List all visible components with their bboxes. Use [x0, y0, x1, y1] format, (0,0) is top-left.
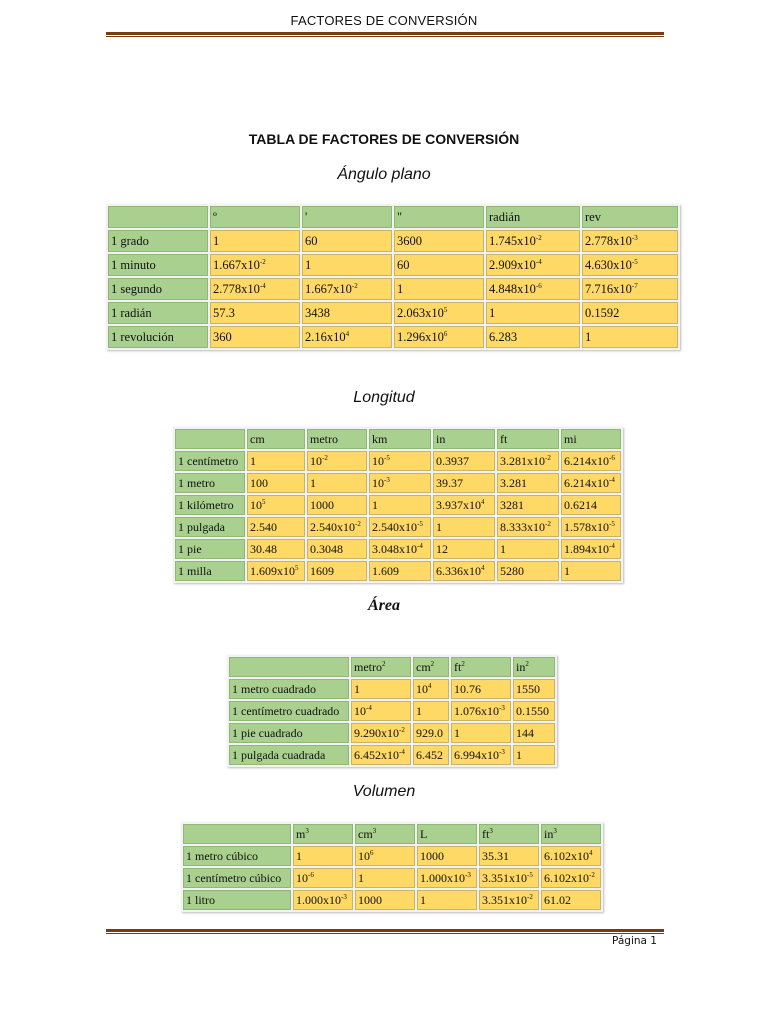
value-cell: 0.1592 [582, 302, 678, 324]
column-header-cell: L [417, 824, 477, 844]
column-header-cell: $ft^3$ [479, 824, 539, 844]
value-cell: $6.452x10^{-4}$ [351, 745, 411, 765]
table-row [108, 326, 678, 348]
value-cell: $2.540x10^{-2}$ [307, 517, 367, 537]
column-header-cell: ' [302, 206, 392, 228]
page-header-title: FACTORES DE CONVERSIÓN [290, 13, 478, 28]
row-header-cell: 1 radián [108, 302, 208, 324]
table-row [175, 517, 621, 537]
table-row [175, 473, 621, 493]
column-header-cell: " [394, 206, 484, 228]
page-title: TABLA DE FACTORES DE CONVERSIÓN [248, 131, 520, 147]
value-cell: 60 [302, 230, 392, 252]
row-header-cell: 1 centímetro cúbico [183, 868, 291, 888]
table-row [229, 701, 555, 721]
row-header-cell: 1 metro cúbico [183, 846, 291, 866]
value-cell: $9.290x10^{-2}$ [351, 723, 411, 743]
value-cell: $6.214x10^{-4}$ [561, 473, 621, 493]
value-cell: 57.3 [210, 302, 300, 324]
section-title-longitud: Longitud [353, 389, 415, 406]
column-header-cell [183, 824, 291, 844]
table-header-row [108, 206, 678, 228]
section-title-angulo: Ángulo plano [337, 166, 431, 183]
value-cell: $2.16x10^4$ [302, 326, 392, 348]
value-cell: $1.667x10^{-2}$ [210, 254, 300, 276]
value-cell: $1.894x10^{-4}$ [561, 539, 621, 559]
column-header-cell: rev [582, 206, 678, 228]
value-cell: $1.609x10^5$ [247, 561, 305, 581]
value-cell: 1 [417, 890, 477, 910]
table-area [227, 655, 557, 767]
value-cell: 1 [582, 326, 678, 348]
value-cell: $3.937x10^4$ [433, 495, 495, 515]
value-cell: 1 [451, 723, 511, 743]
row-header-cell: 1 revolución [108, 326, 208, 348]
value-cell: $4.848x10^{-6}$ [486, 278, 580, 300]
value-cell: $6.336x10^4$ [433, 561, 495, 581]
column-header-cell: ft [497, 429, 559, 449]
value-cell: 1 [513, 745, 555, 765]
column-header-cell: $in^3$ [541, 824, 601, 844]
value-cell: $6.102x10^{-2}$ [541, 868, 601, 888]
value-cell: 144 [513, 723, 555, 743]
column-header-cell: $ft^2$ [451, 657, 511, 677]
value-cell: 1 [497, 539, 559, 559]
row-header-cell: 1 segundo [108, 278, 208, 300]
value-cell: 1609 [307, 561, 367, 581]
table-row [175, 539, 621, 559]
table-row [229, 679, 555, 699]
footer-rule [106, 929, 664, 934]
value-cell: 1 [302, 254, 392, 276]
column-header-cell: $m^3$ [293, 824, 353, 844]
table-longitud [173, 427, 623, 583]
value-cell: 1 [351, 679, 411, 699]
value-cell: $1.000x10^{-3}$ [417, 868, 477, 888]
column-header-cell [175, 429, 245, 449]
value-cell: $10^{-3}$ [369, 473, 431, 493]
value-cell: $7.716x10^{-7}$ [582, 278, 678, 300]
value-cell: 0.6214 [561, 495, 621, 515]
value-cell: $3.281x10^{-2}$ [497, 451, 559, 471]
value-cell: $10^4$ [413, 679, 449, 699]
value-cell: 100 [247, 473, 305, 493]
table-row [175, 495, 621, 515]
value-cell: 6.283 [486, 326, 580, 348]
header-rule [106, 32, 664, 37]
value-cell: 61.02 [541, 890, 601, 910]
table-volumen [181, 822, 603, 912]
table-row [229, 745, 555, 765]
column-header-cell: in [433, 429, 495, 449]
table-row [183, 868, 601, 888]
row-header-cell: 1 minuto [108, 254, 208, 276]
value-cell: $10^6$ [355, 846, 415, 866]
value-cell: 1 [369, 495, 431, 515]
value-cell: 3281 [497, 495, 559, 515]
value-cell: 1000 [307, 495, 367, 515]
table-row [175, 561, 621, 581]
column-header-cell: $cm^2$ [413, 657, 449, 677]
value-cell: $2.778x10^{-3}$ [582, 230, 678, 252]
value-cell: $8.333x10^{-2}$ [497, 517, 559, 537]
value-cell: 5280 [497, 561, 559, 581]
value-cell: $10^{-2}$ [307, 451, 367, 471]
row-header-cell: 1 pulgada [175, 517, 245, 537]
value-cell: $6.214x10^{-6}$ [561, 451, 621, 471]
table-row [108, 230, 678, 252]
value-cell: 0.3937 [433, 451, 495, 471]
table-header-row [175, 429, 621, 449]
column-header-cell: km [369, 429, 431, 449]
column-header-cell: radián [486, 206, 580, 228]
value-cell: 1 [413, 701, 449, 721]
page-number: Página 1 [612, 935, 657, 947]
column-header-cell: $cm^3$ [355, 824, 415, 844]
value-cell: 30.48 [247, 539, 305, 559]
value-cell: $2.909x10^{-4}$ [486, 254, 580, 276]
value-cell: 0.1550 [513, 701, 555, 721]
value-cell: 929.0 [413, 723, 449, 743]
value-cell: 1 [210, 230, 300, 252]
value-cell: 1 [293, 846, 353, 866]
value-cell: $3.048x10^{-4}$ [369, 539, 431, 559]
table-row [108, 302, 678, 324]
value-cell: $1.667x10^{-2}$ [302, 278, 392, 300]
value-cell: 35.31 [479, 846, 539, 866]
value-cell: $1.578x10^{-5}$ [561, 517, 621, 537]
table-row [175, 451, 621, 471]
value-cell: $10^5$ [247, 495, 305, 515]
value-cell: 60 [394, 254, 484, 276]
column-header-cell: metro$^2$ [351, 657, 411, 677]
value-cell: 12 [433, 539, 495, 559]
row-header-cell: 1 centímetro [175, 451, 245, 471]
section-title-area: Área [368, 597, 400, 614]
value-cell: 1 [394, 278, 484, 300]
value-cell: $6.102x10^4$ [541, 846, 601, 866]
column-header-cell: mi [561, 429, 621, 449]
row-header-cell: 1 metro cuadrado [229, 679, 349, 699]
value-cell: 6.452 [413, 745, 449, 765]
row-header-cell: 1 kilómetro [175, 495, 245, 515]
column-header-cell: $in^2$ [513, 657, 555, 677]
value-cell: $2.063x10^5$ [394, 302, 484, 324]
value-cell: 1000 [355, 890, 415, 910]
table-row [108, 254, 678, 276]
table-row [108, 278, 678, 300]
value-cell: 1 [561, 561, 621, 581]
section-title-volumen: Volumen [352, 783, 416, 800]
value-cell: $4.630x10^{-5}$ [582, 254, 678, 276]
table-row [183, 846, 601, 866]
value-cell: $10^{-6}$ [293, 868, 353, 888]
value-cell: $10^{-5}$ [369, 451, 431, 471]
row-header-cell: 1 metro [175, 473, 245, 493]
value-cell: 1 [486, 302, 580, 324]
value-cell: $2.778x10^{-4}$ [210, 278, 300, 300]
value-cell: 1 [307, 473, 367, 493]
row-header-cell: 1 pulgada cuadrada [229, 745, 349, 765]
value-cell: $1.745x10^{-2}$ [486, 230, 580, 252]
column-header-cell: º [210, 206, 300, 228]
table-row [229, 723, 555, 743]
value-cell: $3.351x10^{-2}$ [479, 890, 539, 910]
value-cell: 0.3048 [307, 539, 367, 559]
column-header-cell: cm [247, 429, 305, 449]
value-cell: 2.540 [247, 517, 305, 537]
value-cell: 1 [355, 868, 415, 888]
table-row [183, 890, 601, 910]
value-cell: $3.351x10^{-5}$ [479, 868, 539, 888]
row-header-cell: 1 pie [175, 539, 245, 559]
value-cell: 1 [433, 517, 495, 537]
row-header-cell: 1 centímetro cuadrado [229, 701, 349, 721]
value-cell: $2.540x10^{-5}$ [369, 517, 431, 537]
value-cell: 3600 [394, 230, 484, 252]
value-cell: 3.281 [497, 473, 559, 493]
value-cell: 39.37 [433, 473, 495, 493]
value-cell: $1.076x10^{-3}$ [451, 701, 511, 721]
table-header-row [183, 824, 601, 844]
row-header-cell: 1 milla [175, 561, 245, 581]
table-angulo [106, 204, 680, 350]
value-cell: $1.296x10^6$ [394, 326, 484, 348]
row-header-cell: 1 litro [183, 890, 291, 910]
value-cell: 1.609 [369, 561, 431, 581]
value-cell: $10^{-4}$ [351, 701, 411, 721]
value-cell: 1000 [417, 846, 477, 866]
value-cell: 1550 [513, 679, 555, 699]
value-cell: $1.000x10^{-3}$ [293, 890, 353, 910]
value-cell: 3438 [302, 302, 392, 324]
value-cell: 360 [210, 326, 300, 348]
row-header-cell: 1 pie cuadrado [229, 723, 349, 743]
table-header-row [229, 657, 555, 677]
column-header-cell [108, 206, 208, 228]
value-cell: 1 [247, 451, 305, 471]
row-header-cell: 1 grado [108, 230, 208, 252]
column-header-cell: metro [307, 429, 367, 449]
column-header-cell [229, 657, 349, 677]
value-cell: $6.994x10^{-3}$ [451, 745, 511, 765]
value-cell: 10.76 [451, 679, 511, 699]
